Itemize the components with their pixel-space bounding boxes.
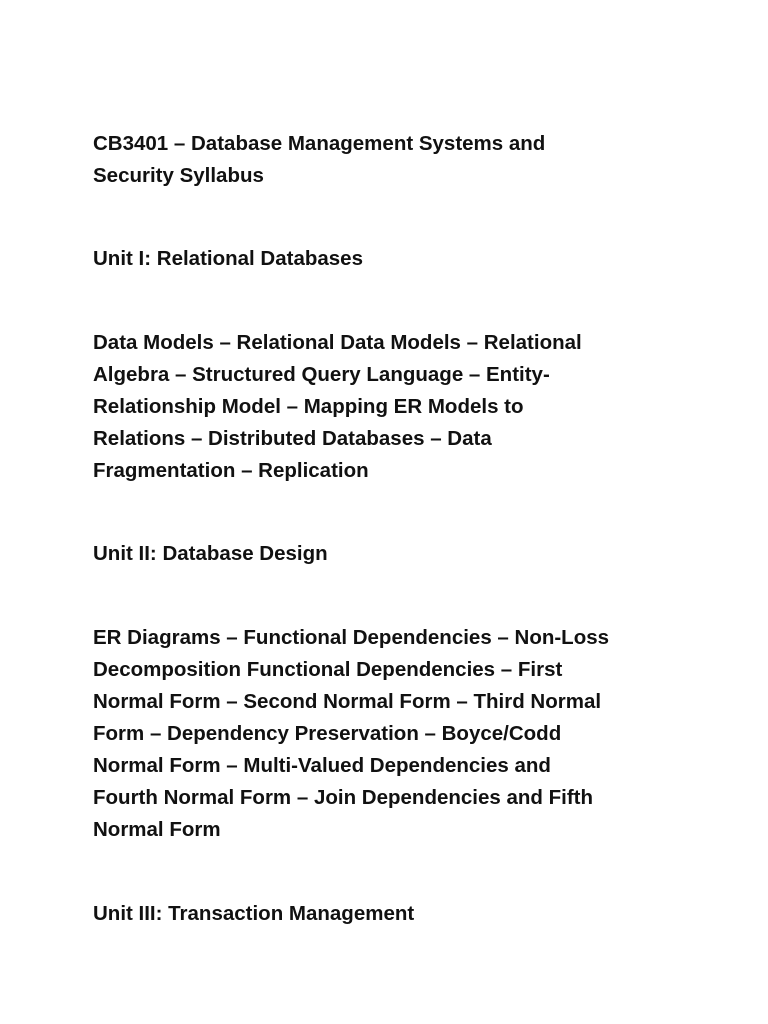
unit-2-topics [93,622,683,846]
topic-line: Form – Dependency Preservation – Boyce/Codd [93,722,562,745]
topic-line: Fragmentation – Replication [93,459,369,482]
title-line: CB3401 – Database Management Systems and [93,132,546,155]
topic-line: Normal Form – Second Normal Form – Third Normal [93,690,602,713]
topic-line: Normal Form – Multi-Valued Dependencies and [93,754,551,777]
unit-3-heading: Unit III: Transaction Management [93,902,415,925]
topic-line: Relations – Distributed Databases – Data [93,427,492,450]
document-title [93,128,683,192]
unit-2-heading: Unit II: Database Design [93,542,328,565]
title-line: Security Syllabus [93,164,264,187]
topic-line: Normal Form [93,818,221,841]
topic-line: Decomposition Functional Dependencies – First [93,658,563,681]
topic-line: Algebra – Structured Query Language – Entity- [93,363,550,386]
topic-line: Relationship Model – Mapping ER Models to [93,395,524,418]
topic-line: Data Models – Relational Data Models – Relational [93,331,582,354]
unit-1-heading: Unit I: Relational Databases [93,247,363,270]
unit-1-topics [93,327,683,487]
topic-line: ER Diagrams – Functional Dependencies – Non-Loss [93,626,610,649]
topic-line: Fourth Normal Form – Join Dependencies and Fifth [93,786,594,809]
